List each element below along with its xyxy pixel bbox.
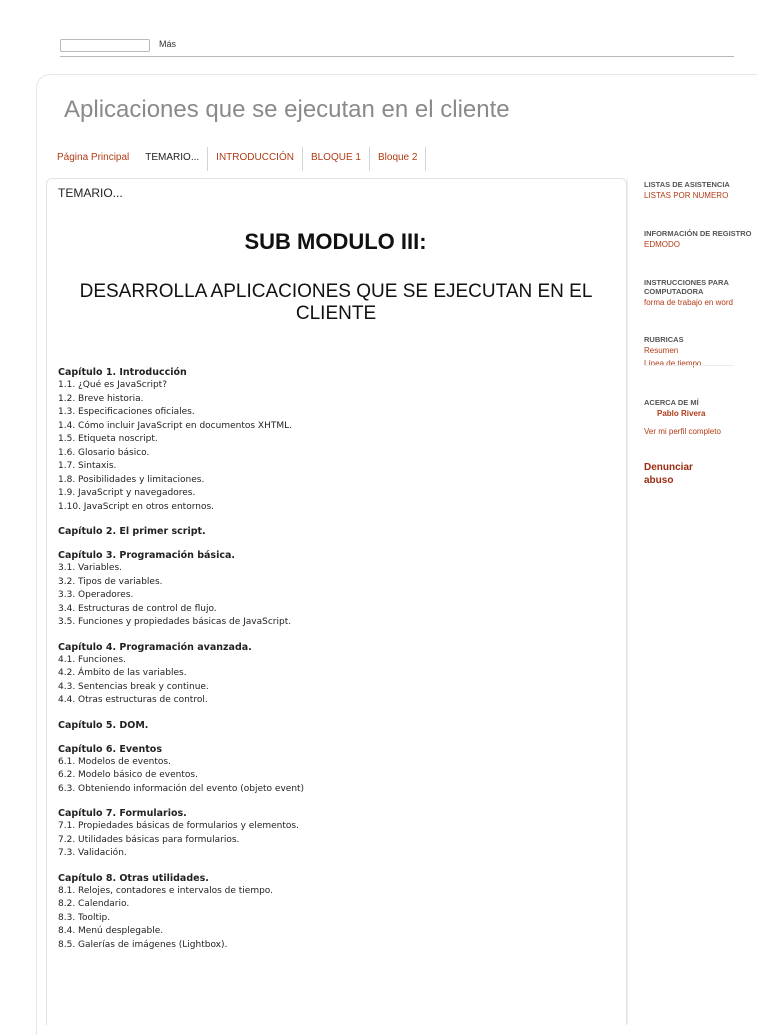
sidebar-heading-instrucciones-1: INSTRUCCIONES PARA bbox=[644, 278, 729, 287]
chapter-item: 8.3. Tooltip. bbox=[58, 912, 111, 923]
chapter-spacer bbox=[58, 630, 618, 642]
blogger-navbar bbox=[60, 38, 734, 57]
chapter-item: 3.3. Operadores. bbox=[58, 590, 134, 600]
sidebar-heading-rubricas: RUBRICAS bbox=[644, 335, 684, 344]
chapter-title: Capítulo 2. El primer script. bbox=[58, 526, 206, 537]
sidebar-asistencia bbox=[644, 180, 734, 202]
chapter-spacer bbox=[58, 796, 618, 808]
chapter-spacer bbox=[58, 732, 618, 744]
sidebar-about bbox=[644, 398, 734, 438]
report-abuse-link-1[interactable]: Denunciar bbox=[644, 462, 693, 473]
navbar-more-link[interactable]: Más bbox=[159, 39, 177, 49]
chapter-item: 1.2. Breve historia. bbox=[58, 393, 144, 404]
tab-bloque-2[interactable]: Bloque 2 bbox=[370, 147, 426, 171]
sidebar-divider bbox=[644, 365, 734, 366]
chapter-item: 8.2. Calendario. bbox=[58, 899, 130, 909]
sidebar bbox=[644, 178, 752, 498]
navbar-search-input[interactable] bbox=[60, 39, 150, 52]
chapter-item: 4.3. Sentencias break y continue. bbox=[58, 681, 209, 692]
chapter-spacer bbox=[58, 708, 618, 720]
sidebar-link-forma-trabajo[interactable]: forma de trabajo en word bbox=[644, 298, 733, 307]
chapter-title: Capítulo 1. Introducción bbox=[58, 367, 187, 378]
table-of-contents bbox=[58, 367, 618, 952]
chapter-title: Capítulo 3. Programación básica. bbox=[58, 550, 235, 561]
sidebar-heading-instrucciones-2: COMPUTADORA bbox=[644, 287, 704, 296]
chapter-item: 7.1. Propiedades básicas de formularios y elementos. bbox=[58, 821, 299, 831]
chapter-spacer bbox=[58, 538, 618, 550]
tab-pagina-principal[interactable]: Página Principal bbox=[57, 152, 130, 163]
tab-bloque-1[interactable]: BLOQUE 1 bbox=[303, 147, 370, 171]
tab-temario[interactable]: TEMARIO... bbox=[137, 147, 208, 171]
chapter-item: 1.7. Sintaxis. bbox=[58, 461, 117, 471]
chapter-item: 1.5. Etiqueta noscript. bbox=[58, 434, 158, 444]
sidebar-heading-asistencia: LISTAS DE ASISTENCIA bbox=[644, 180, 730, 189]
chapter-item: 1.6. Glosario básico. bbox=[58, 447, 150, 458]
chapter-spacer bbox=[58, 514, 618, 526]
sidebar-informacion bbox=[644, 229, 752, 251]
sidebar-link-edmodo[interactable]: EDMODO bbox=[644, 240, 680, 249]
chapter-item: 4.4. Otras estructuras de control. bbox=[58, 695, 208, 705]
chapter-item: 3.5. Funciones y propiedades básicas de JavaScript. bbox=[58, 617, 292, 627]
chapter-item: 6.1. Modelos de eventos. bbox=[58, 756, 171, 767]
chapter-item: 4.2. Ámbito de las variables. bbox=[58, 668, 187, 678]
post-heading: TEMARIO... bbox=[58, 186, 123, 200]
report-abuse-link-2[interactable]: abuso bbox=[644, 475, 674, 486]
chapter-title: Capítulo 5. DOM. bbox=[58, 719, 149, 731]
chapter-item: 6.3. Obteniendo información del evento (objeto event) bbox=[58, 783, 305, 794]
sidebar-link-listas[interactable]: LISTAS POR NUMERO bbox=[644, 191, 729, 200]
module-title: DESARROLLA APLICACIONES QUE SE EJECUTAN EN EL CLIENTE bbox=[79, 281, 593, 324]
column-divider bbox=[627, 178, 628, 1024]
tab-introduccion[interactable]: INTRODUCCIÓN bbox=[208, 147, 303, 171]
chapter-item: 1.8. Posibilidades y limitaciones. bbox=[58, 474, 205, 485]
sidebar-report bbox=[644, 461, 734, 487]
chapter-item: 8.4. Menú desplegable. bbox=[58, 926, 164, 936]
chapter-item: 1.4. Cómo incluir JavaScript en documentos XHTML. bbox=[58, 420, 292, 431]
chapter-item: 1.9. JavaScript y navegadores. bbox=[58, 488, 196, 498]
chapter-item: 1.10. JavaScript en otros entornos. bbox=[58, 501, 215, 512]
chapter-item: 3.4. Estructuras de control de flujo. bbox=[58, 603, 217, 614]
sidebar-link-linea-tiempo[interactable]: Línea de tiempo bbox=[644, 359, 702, 368]
chapter-title: Capítulo 8. Otras utilidades. bbox=[58, 872, 209, 884]
chapter-title: Capítulo 6. Eventos bbox=[58, 743, 162, 755]
chapter-title: Capítulo 7. Formularios. bbox=[58, 808, 187, 819]
chapter-item: 6.2. Modelo básico de eventos. bbox=[58, 770, 198, 780]
chapter-item: 1.1. ¿Qué es JavaScript? bbox=[58, 380, 167, 390]
chapter-title: Capítulo 4. Programación avanzada. bbox=[58, 641, 252, 653]
chapter-item: 7.3. Validación. bbox=[58, 848, 127, 858]
chapter-item: 3.1. Variables. bbox=[58, 563, 123, 573]
sidebar-instrucciones bbox=[644, 278, 734, 309]
chapter-item: 7.2. Utilidades básicas para formularios. bbox=[58, 834, 240, 845]
chapter-item: 1.3. Especificaciones oficiales. bbox=[58, 407, 195, 417]
sidebar-heading-about: ACERCA DE MÍ bbox=[644, 398, 699, 407]
sub-module-title: SUB MODULO III: bbox=[244, 229, 427, 254]
chapter-item: 8.1. Relojes, contadores e intervalos de tiempo. bbox=[58, 885, 274, 896]
page-tabs bbox=[49, 147, 426, 171]
blog-title[interactable]: Aplicaciones que se ejecutan en el cliente bbox=[64, 96, 510, 123]
chapter-item: 4.1. Funciones. bbox=[58, 654, 126, 665]
chapter-item: 3.2. Tipos de variables. bbox=[58, 576, 163, 587]
chapter-spacer bbox=[58, 861, 618, 873]
chapter-item: 8.5. Galerías de imágenes (Lightbox). bbox=[58, 939, 228, 950]
sidebar-link-resumen[interactable]: Resumen bbox=[644, 346, 679, 355]
sidebar-link-perfil[interactable]: Ver mi perfil completo bbox=[644, 427, 721, 436]
sidebar-profile-name[interactable]: Pablo Rivera bbox=[657, 409, 706, 418]
sidebar-heading-informacion: INFORMACIÓN DE REGISTRO bbox=[644, 229, 752, 238]
